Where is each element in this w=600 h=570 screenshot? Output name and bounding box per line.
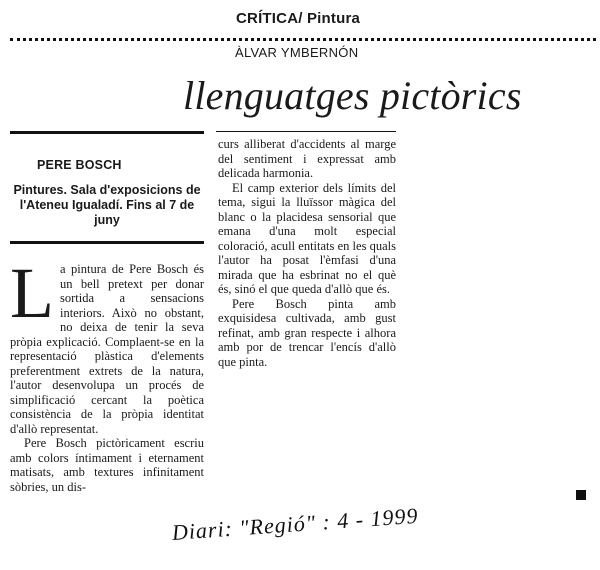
article-paragraph: curs alliberat d'accidents al marge del sentiment i expressat amb delicada harmonia. xyxy=(218,137,396,180)
article-headline: llenguatges pictòrics xyxy=(183,73,522,118)
sidebar-bottom-rule xyxy=(10,241,204,244)
section-label: CRÍTICA/ Pintura xyxy=(236,10,361,27)
exhibition-info: Pintures. Sala d'exposicions de l'Ateneu Igualadí. Fins al 7 de juny xyxy=(13,183,201,227)
end-of-article-square xyxy=(576,490,586,500)
handwritten-note-text: Diari: "Regió" : 4 - 1999 xyxy=(171,502,420,545)
handwritten-source-note xyxy=(171,502,432,558)
article-paragraph: El camp exterior dels límits del tema, sigui la lluïssor màgica del blanc o la placidesa sensorial que emana d'una molt especial coloració, acull entitats en les quals l'autor ha posat l'èmfasi d'una mirada que ha esbrinat no el què és, sinó el que queda d'allò que és. xyxy=(218,180,396,296)
dotted-divider xyxy=(10,38,596,41)
article-paragraph xyxy=(10,253,204,436)
sidebar-top-rule xyxy=(10,131,204,134)
article-column-right xyxy=(218,137,396,369)
paragraph-text: a pintura de Pere Bosch és un bell pretext per donar sortida a sensacions interiors. Això no obstant, no deixa de tenir la seva pròpia explicació. Complaent-se en la representació plàstica d'elements preferentment extrets de la natura, l'autor desenvolupa un procés de simplificació cercant la poètica consistència de la pròpia identitat d'allò representat. xyxy=(10,262,204,436)
article-column-left xyxy=(10,253,204,494)
article-paragraph: Pere Bosch pictòricament escriu amb colors íntimament i eternament matisats, amb textures infinitament sòbries, un dis- xyxy=(10,436,204,494)
artist-name: PERE BOSCH xyxy=(37,158,122,172)
article-paragraph: Pere Bosch pinta amb exquisidesa cultivada, amb gust refinat, amb gran respecte i alhora amb por de trencar l'encís d'allò que pinta. xyxy=(218,296,396,369)
author-byline: ÀLVAR YMBERNÓN xyxy=(235,45,359,60)
column-top-rule xyxy=(216,131,396,132)
drop-cap: L xyxy=(10,253,54,333)
